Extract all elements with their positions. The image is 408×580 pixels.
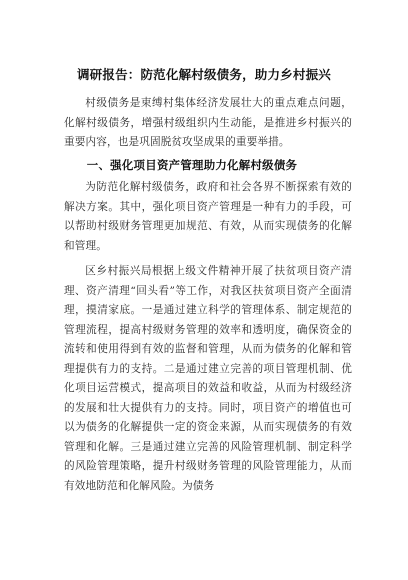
- document-title: 调研报告：防范化解村级债务，助力乡村振兴: [76, 67, 331, 82]
- paragraph-intro: 村级债务是束缚村集体经济发展壮大的重点难点问题，化解村级债务，增强村级组织内生动能，是推进乡村振兴的重要内容，也是巩固脱贫攻坚成果的重要举措。: [64, 97, 352, 148]
- paragraph-section-1-intro: 为防范化解村级债务，政府和社会各界不断探索有效的解决方案。其中，强化项目资产管理是一种有力的手段，可以帮助村级财务管理更加规范、有效，从而实现债务的化解和管理。: [64, 181, 352, 252]
- section-heading-1: 一、强化项目资产管理助力化解村级债务: [86, 158, 298, 172]
- paragraph-section-1-detail: 区乡村振兴局根据上级文件精神开展了扶贫项目资产清理、资产清理“回头看”等工作，对我区扶贫项目资产全面清理，摸清家底。一是通过建立科学的管理体系、制定规范的管理流程，提高村级财务管理的效率和透明度，确保资金的流转和使用得到有效的监督和管理，从而为债务的化解和管理提供有力的支持。二是通过建立完善的项目管理机制、优化项目运营模式，提高项目的效益和收益，从而为村级经济的发展和壮大提供有力的支持。同时，项目资产的增值也可以为债务的化解提供一定的资金来源，从而实现债务的有效管理和化解。三是通过建立完善的风险管理机制、制定科学的风险管理策略，提升村级财务管理的风险管理能力，从而有效地防范和化解风险。为债务: [64, 265, 352, 492]
